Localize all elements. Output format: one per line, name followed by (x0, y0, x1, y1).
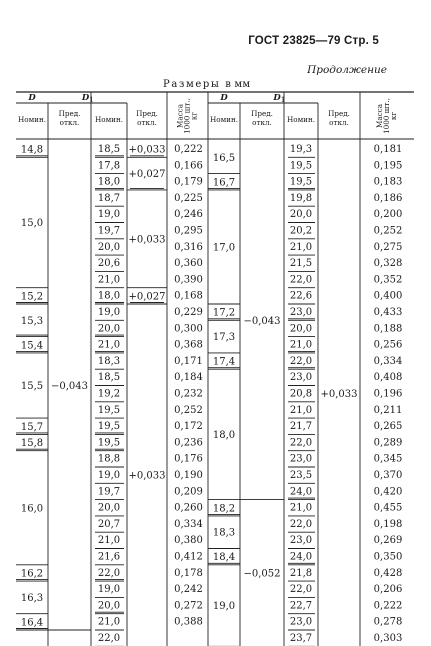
mass-value: 0,211 (373, 404, 403, 416)
header-D1-subscript: 1 (280, 95, 286, 104)
mass-value: 0,412 (174, 551, 203, 563)
D1-nominal-value: 21,0 (97, 535, 121, 547)
mass-value: 0,328 (373, 258, 403, 270)
mass-value: 0,190 (174, 470, 203, 481)
D-nominal-value: 15,2 (20, 291, 44, 303)
mass-value: 0,428 (373, 567, 403, 579)
mass-value: 0,380 (174, 535, 203, 547)
header-D1-subscript: 1 (89, 95, 94, 104)
mass-value: 0,206 (373, 584, 403, 596)
D-nominal-value: 16,5 (212, 152, 236, 164)
mass-value: 0,183 (373, 176, 403, 188)
D1-nominal-value: 18,3 (97, 355, 121, 367)
D1-nominal-value: 22,6 (289, 290, 313, 302)
D-nominal-value: 15,5 (20, 381, 44, 392)
D1-nominal-value: 20,0 (97, 502, 121, 514)
header-D1: D (273, 93, 281, 103)
mass-value: 0,370 (373, 470, 403, 481)
D1-nominal-value: 20,2 (289, 225, 313, 237)
mass-value: 0,179 (174, 176, 203, 188)
D1-nominal-value: 24,0 (289, 486, 313, 498)
mass-value: 0,300 (174, 323, 203, 335)
header-tolerance: Пред. (136, 109, 158, 118)
mass-value: 0,265 (373, 421, 403, 433)
D1-tolerance-value: +0,033 (128, 470, 166, 482)
mass-value: 0,388 (174, 616, 203, 628)
D1-nominal-value: 21,7 (289, 421, 313, 433)
mass-value: 0,246 (174, 209, 203, 221)
D1-nominal-value: 20,0 (289, 323, 313, 335)
mass-value: 0,172 (174, 421, 203, 433)
D1-nominal-value: 19,0 (97, 584, 121, 596)
D-nominal-value: 18,2 (212, 503, 236, 515)
D1-nominal-value: 22,0 (289, 274, 313, 286)
D1-nominal-value: 21,0 (289, 502, 313, 514)
header-tolerance: откл. (59, 118, 80, 127)
D-nominal-value: 18,4 (212, 552, 236, 564)
D1-nominal-value: 22,0 (97, 567, 121, 579)
D1-nominal-value: 19,5 (289, 160, 313, 172)
mass-value: 0,400 (373, 290, 403, 302)
mass-value: 0,433 (373, 307, 403, 318)
mass-value: 0,368 (174, 339, 203, 351)
D-nominal-value: 16,4 (20, 617, 44, 629)
D-tolerance-value: −0,043 (243, 315, 281, 327)
D-nominal-value: 16,7 (212, 177, 236, 189)
mass-value: 0,188 (373, 323, 403, 335)
D1-nominal-value: 19,5 (97, 421, 121, 433)
header-tolerance: откл. (252, 118, 272, 127)
mass-value: 0,256 (373, 339, 403, 351)
D1-nominal-value: 21,0 (289, 339, 313, 351)
mass-value: 0,352 (373, 274, 403, 286)
D1-nominal-value: 20,6 (97, 258, 121, 270)
mass-value: 0,166 (174, 160, 203, 172)
header-mass-text: 1000 шт., (382, 98, 391, 134)
D1-nominal-value: 20,0 (97, 323, 121, 335)
page-number: Стр. 5 (344, 35, 379, 47)
mass-value: 0,390 (174, 274, 203, 286)
D1-nominal-value: 21,8 (289, 567, 313, 579)
D-nominal-value: 16,2 (20, 568, 44, 580)
D-nominal-value: 17,0 (212, 242, 236, 254)
D1-nominal-value: 23,5 (289, 470, 313, 481)
D1-nominal-value: 18,5 (97, 144, 121, 155)
D1-nominal-value: 20,0 (97, 241, 121, 253)
D1-nominal-value: 22,7 (289, 600, 313, 612)
mass-value: 0,196 (373, 388, 403, 400)
mass-value: 0,289 (373, 437, 403, 449)
D-nominal-value: 17,4 (212, 356, 236, 368)
D1-nominal-value: 19,0 (97, 307, 121, 318)
D1-nominal-value: 19,7 (97, 486, 121, 498)
D1-nominal-value: 20,0 (289, 209, 313, 221)
header-D1-nominal: Номин. (286, 115, 316, 124)
mass-value: 0,278 (373, 616, 403, 628)
D-nominal-value: 15,7 (20, 421, 44, 433)
D1-nominal-value: 21,0 (289, 404, 313, 416)
header-tolerance: Пред. (251, 109, 273, 118)
D1-nominal-value: 20,7 (97, 518, 121, 530)
D1-nominal-value: 23,7 (289, 633, 313, 644)
mass-value: 0,316 (174, 241, 203, 253)
mass-value: 0,168 (174, 290, 203, 302)
mass-value: 0,225 (174, 192, 203, 204)
D-tolerance-value: −0,043 (50, 381, 89, 392)
mass-value: 0,252 (373, 225, 403, 237)
dimensions-unit: в мм (225, 79, 251, 90)
header-mass (375, 98, 398, 134)
header-mass-text: кг (389, 111, 398, 121)
D1-tolerance-value: +0,027 (128, 169, 166, 181)
D1-nominal-value: 24,0 (289, 551, 313, 563)
D-nominal-value: 19,0 (212, 601, 236, 613)
mass-value: 0,222 (174, 144, 203, 155)
mass-value: 0,176 (174, 453, 203, 465)
header-tolerance: Пред. (58, 109, 81, 118)
D-nominal-value: 15,0 (20, 218, 44, 229)
mass-value: 0,272 (174, 600, 203, 612)
D-nominal-value: 17,2 (212, 307, 236, 319)
header-mass (176, 98, 199, 134)
D1-nominal-value: 21,0 (97, 616, 121, 628)
mass-value: 0,295 (174, 225, 203, 237)
header-tolerance: откл. (137, 118, 157, 127)
header-D: D (220, 93, 228, 103)
header-D: D (28, 93, 36, 103)
D-nominal-value: 15,8 (20, 438, 44, 450)
D1-nominal-value: 23,0 (289, 535, 313, 547)
D1-nominal-value: 22,0 (289, 584, 313, 596)
D1-nominal-value: 20,8 (289, 388, 313, 400)
mass-value: 0,229 (174, 307, 203, 318)
mass-value: 0,181 (373, 144, 403, 155)
mass-value: 0,420 (373, 486, 403, 498)
D1-nominal-value: 18,7 (97, 192, 121, 204)
D-tolerance-value: −0,052 (243, 568, 281, 580)
header-D1-nominal: Номин. (94, 115, 124, 124)
D1-nominal-value: 19,8 (289, 192, 313, 204)
D1-nominal-value: 19,5 (289, 176, 313, 188)
mass-value: 0,408 (373, 372, 403, 384)
continuation-label: Продолжение (307, 64, 387, 76)
D1-nominal-value: 21,0 (97, 339, 121, 351)
D1-nominal-value: 18,5 (97, 372, 121, 384)
mass-value: 0,195 (373, 160, 403, 172)
D1-tolerance-value: +0,027 (128, 291, 166, 303)
D-nominal-value: 14,8 (20, 144, 44, 156)
mass-value: 0,186 (373, 192, 403, 204)
D-nominal-value: 16,3 (20, 592, 44, 604)
mass-value: 0,178 (174, 567, 203, 579)
standard-code: ГОСТ 23825—79 (248, 35, 341, 47)
D1-nominal-value: 21,0 (289, 241, 313, 253)
mass-value: 0,171 (174, 355, 203, 367)
D1-nominal-value: 22,0 (289, 355, 313, 367)
D1-nominal-value: 23,0 (289, 453, 313, 465)
D1-tolerance-value: +0,033 (320, 389, 358, 401)
D1-nominal-value: 17,8 (97, 160, 121, 172)
mass-value: 0,275 (373, 241, 403, 253)
mass-value: 0,269 (373, 535, 403, 547)
dimensions-label: Размеры (163, 79, 221, 90)
D1-nominal-value: 21,5 (289, 258, 313, 270)
D1-nominal-value: 22,0 (289, 437, 313, 449)
mass-value: 0,360 (174, 258, 203, 270)
D1-nominal-value: 19,5 (97, 404, 121, 416)
mass-value: 0,303 (373, 633, 403, 644)
header-D-nominal: Номин. (209, 115, 239, 124)
D1-nominal-value: 22,0 (97, 633, 121, 644)
mass-value: 0,198 (373, 518, 403, 530)
D1-nominal-value: 19,0 (97, 470, 121, 481)
header-mass-text: Масса (375, 104, 384, 128)
D1-nominal-value: 19,5 (97, 437, 121, 449)
mass-value: 0,184 (174, 372, 203, 384)
D1-nominal-value: 19,3 (289, 144, 313, 155)
D-nominal-value: 18,3 (212, 527, 236, 539)
D1-nominal-value: 18,0 (97, 290, 121, 302)
D1-nominal-value: 22,0 (289, 518, 313, 530)
header-mass-text: кг (189, 111, 199, 121)
D1-nominal-value: 20,0 (97, 600, 121, 612)
D1-nominal-value: 18,0 (97, 176, 121, 188)
header-D1: D (81, 93, 90, 103)
header-mass-text: 1000 шт., (182, 98, 192, 134)
D-nominal-value: 15,3 (20, 315, 44, 327)
mass-value: 0,334 (174, 518, 203, 530)
header-tolerance: откл. (329, 118, 349, 127)
mass-value: 0,334 (373, 355, 403, 367)
D1-nominal-value: 23,0 (289, 616, 313, 628)
D1-nominal-value: 21,0 (97, 274, 121, 286)
D-nominal-value: 18,0 (212, 429, 236, 441)
mass-value: 0,455 (373, 502, 403, 514)
mass-value: 0,345 (373, 453, 403, 465)
D1-nominal-value: 18,8 (97, 453, 121, 465)
mass-value: 0,350 (373, 551, 403, 563)
header-D-nominal: Номин. (17, 115, 47, 124)
mass-value: 0,222 (373, 600, 403, 612)
mass-value: 0,242 (174, 584, 203, 596)
mass-value: 0,236 (174, 437, 203, 449)
mass-value: 0,209 (174, 486, 203, 498)
mass-value: 0,260 (174, 502, 203, 514)
D1-tolerance-value: +0,033 (128, 144, 166, 156)
D1-nominal-value: 23,0 (289, 307, 313, 318)
D1-nominal-value: 19,7 (97, 225, 121, 237)
D1-nominal-value: 23,0 (289, 372, 313, 384)
D-nominal-value: 16,0 (20, 503, 44, 515)
D1-tolerance-value: +0,033 (128, 234, 166, 246)
mass-value: 0,200 (373, 209, 403, 221)
D1-nominal-value: 21,6 (97, 551, 121, 563)
D-nominal-value: 15,4 (20, 340, 44, 352)
mass-value: 0,232 (174, 388, 203, 400)
D1-nominal-value: 19,2 (97, 388, 121, 400)
header-tolerance: Пред. (328, 109, 350, 118)
D-nominal-value: 17,3 (212, 332, 236, 344)
header-mass-text: Масса (175, 104, 185, 128)
mass-value: 0,252 (174, 404, 203, 416)
D1-nominal-value: 19,0 (97, 209, 121, 221)
